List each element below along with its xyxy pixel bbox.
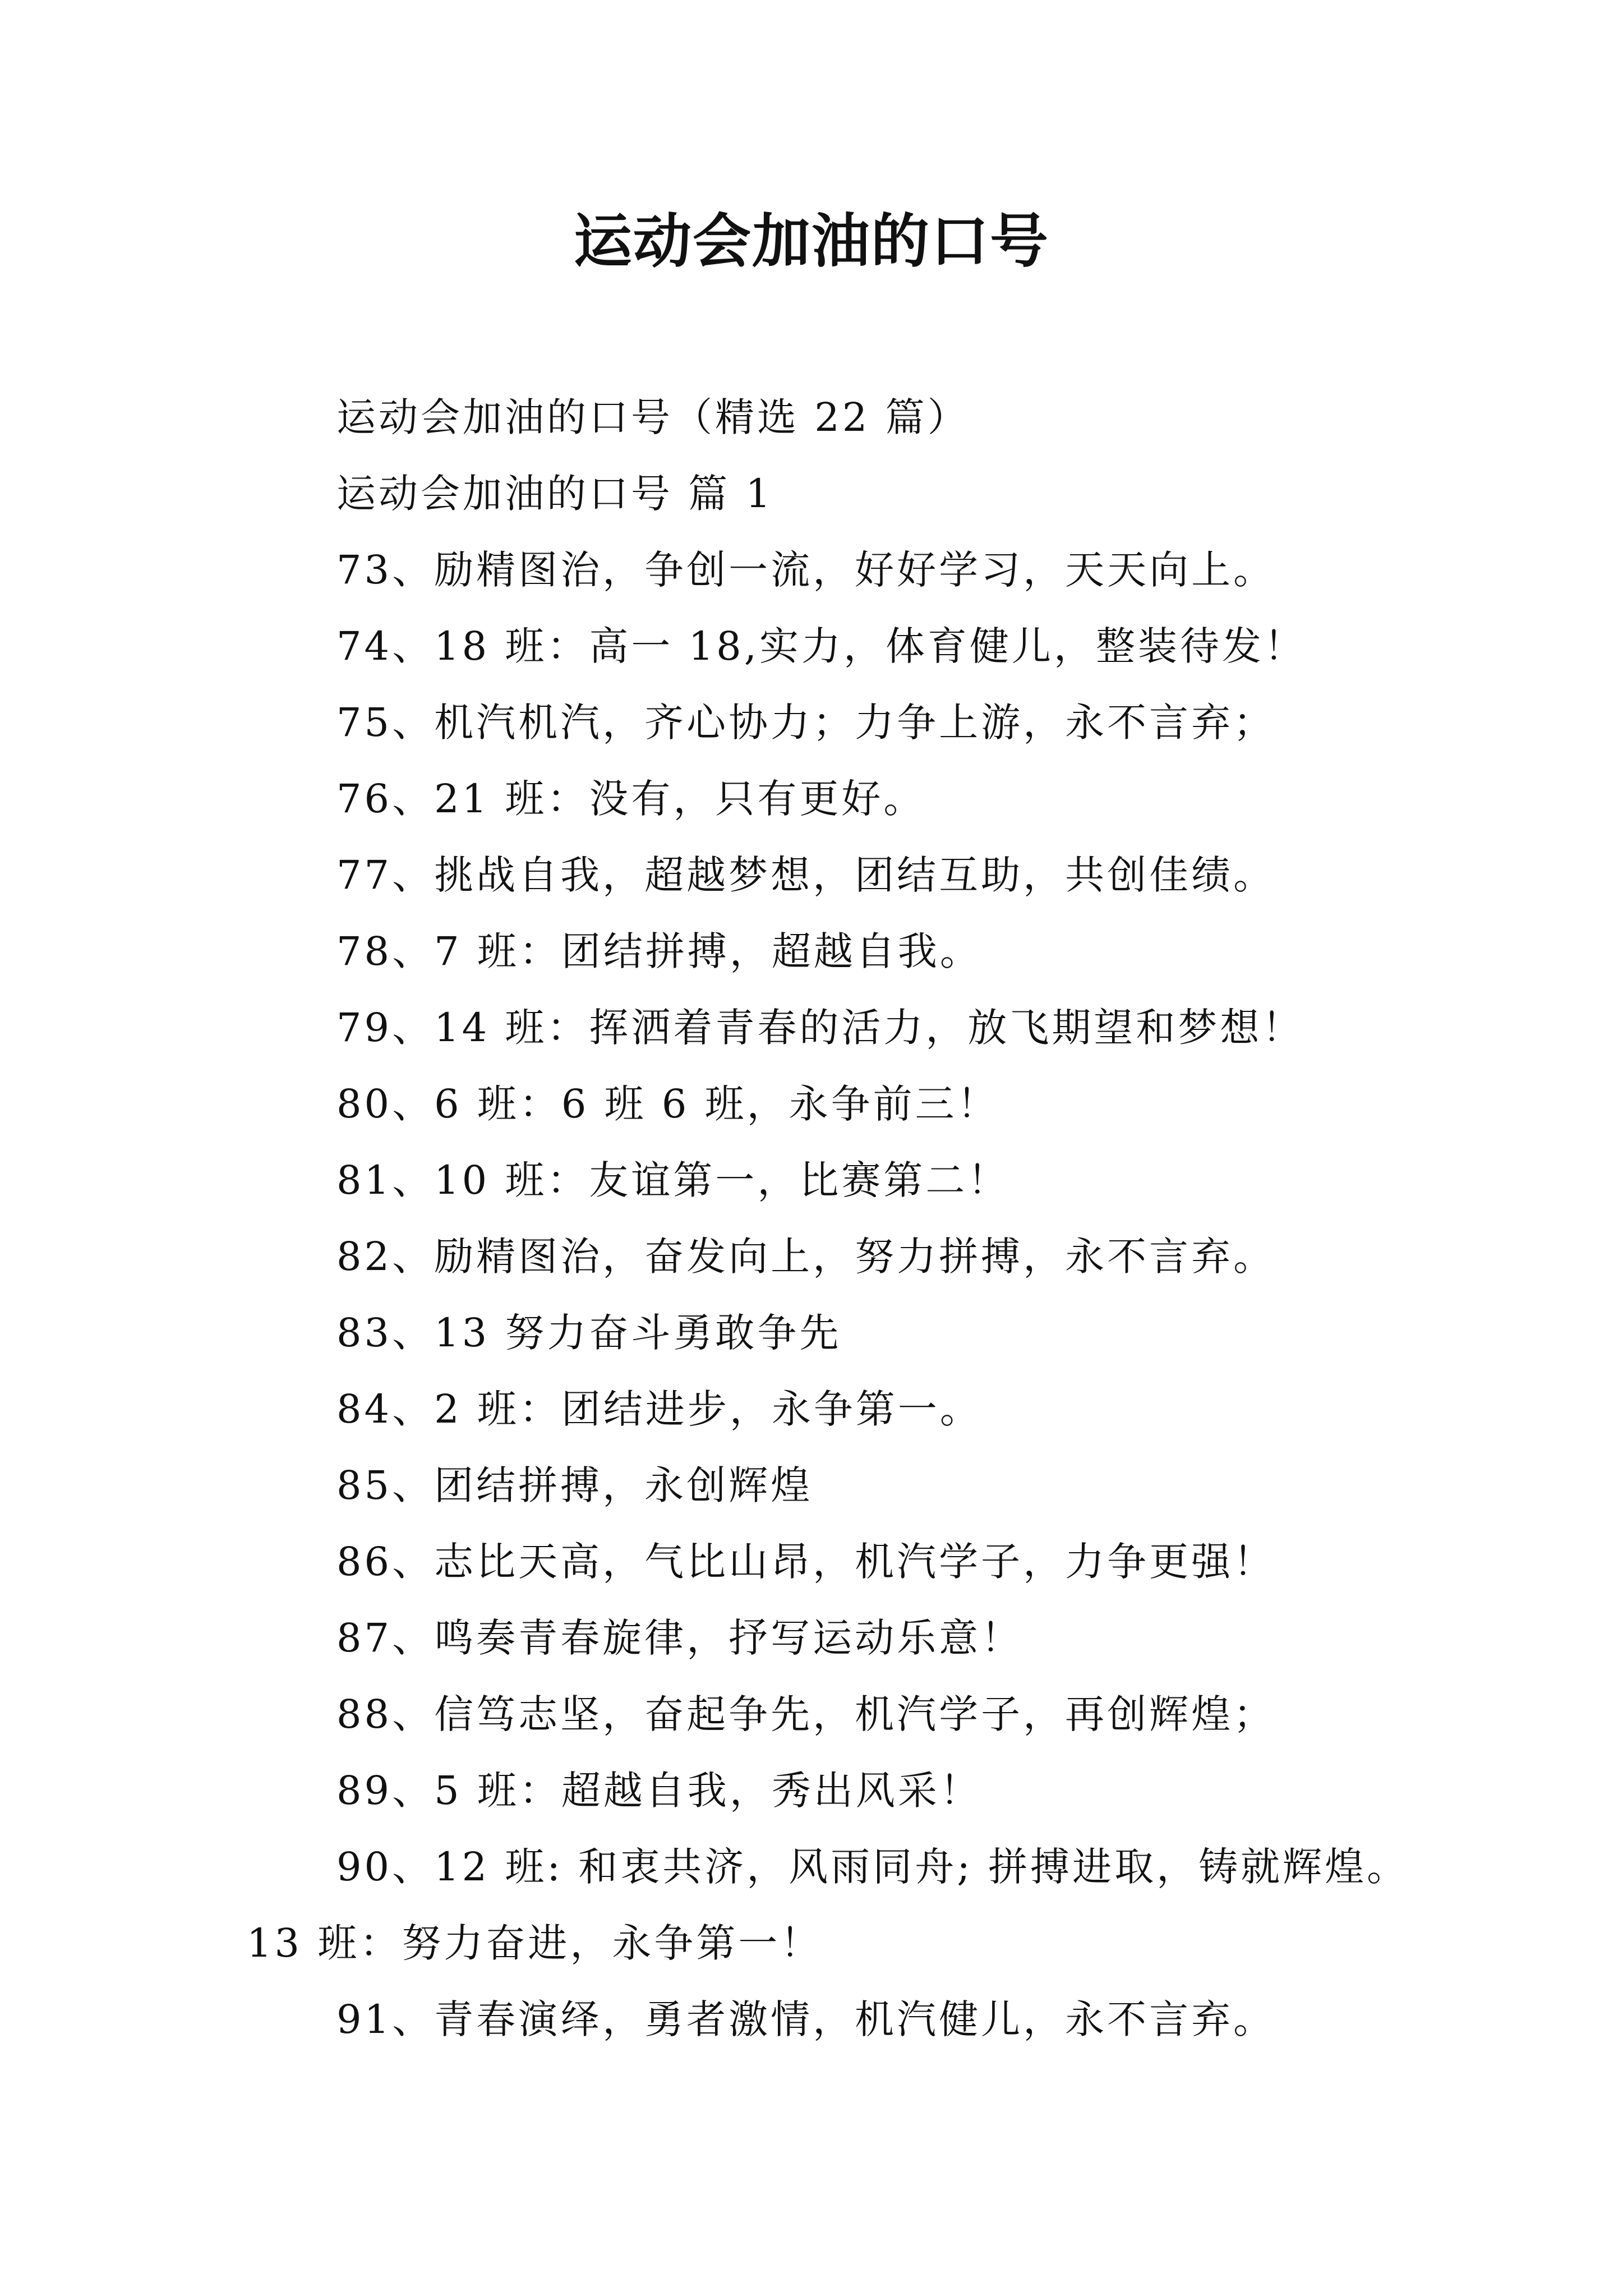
slogan-77: 77、挑战自我，超越梦想，团结互助，共创佳绩。 [336,852,1276,898]
slogan-75: 75、机汽机汽，齐心协力；力争上游，永不言弃； [336,700,1276,746]
slogan-84: 84、2 班：团结进步，永争第一。 [336,1386,982,1432]
section-heading: 运动会加油的口号 篇 1 [336,471,774,517]
slogan-87: 87、鸣奏青春旋律，抒写运动乐意！ [336,1615,1023,1661]
slogan-81: 81、10 班：友谊第一，比赛第二！ [336,1157,1010,1203]
slogan-88: 88、信笃志坚，奋起争先，机汽学子，再创辉煌； [336,1691,1276,1737]
slogan-90-continuation: 13 班：努力奋进，永争第一！ [247,1920,823,1966]
slogan-85: 85、团结拼搏，永创辉煌 [336,1462,813,1508]
document-title: 运动会加油的口号 [573,207,1049,275]
slogan-89: 89、5 班：超越自我，秀出风采！ [336,1768,982,1814]
slogan-78: 78、7 班：团结拼搏，超越自我。 [336,928,982,974]
slogan-90: 90、12 班: 和衷共济，风雨同舟; 拼搏进取，铸就辉煌。 [336,1844,1409,1890]
slogan-76: 76、21 班：没有，只有更好。 [336,776,926,822]
slogan-79: 79、14 班：挥洒着青春的活力，放飞期望和梦想！ [336,1005,1304,1051]
document-body [247,379,1436,2058]
slogan-91: 91、青春演绎，勇者激情，机汽健儿，永不言弃。 [336,1996,1276,2042]
subtitle-line: 运动会加油的口号（精选 22 篇） [336,394,970,440]
slogan-83: 83、13 努力奋斗勇敢争先 [336,1310,842,1356]
slogan-74: 74、18 班：高一 18,实力，体育健儿，整装待发！ [336,623,1306,669]
slogan-80: 80、6 班：6 班 6 班，永争前三！ [336,1081,999,1127]
slogan-86: 86、志比天高，气比山昂，机汽学子，力争更强！ [336,1539,1276,1585]
slogan-73: 73、励精图治，争创一流，好好学习，天天向上。 [336,547,1276,593]
slogan-82: 82、励精图治，奋发向上，努力拼搏，永不言弃。 [336,1234,1276,1280]
